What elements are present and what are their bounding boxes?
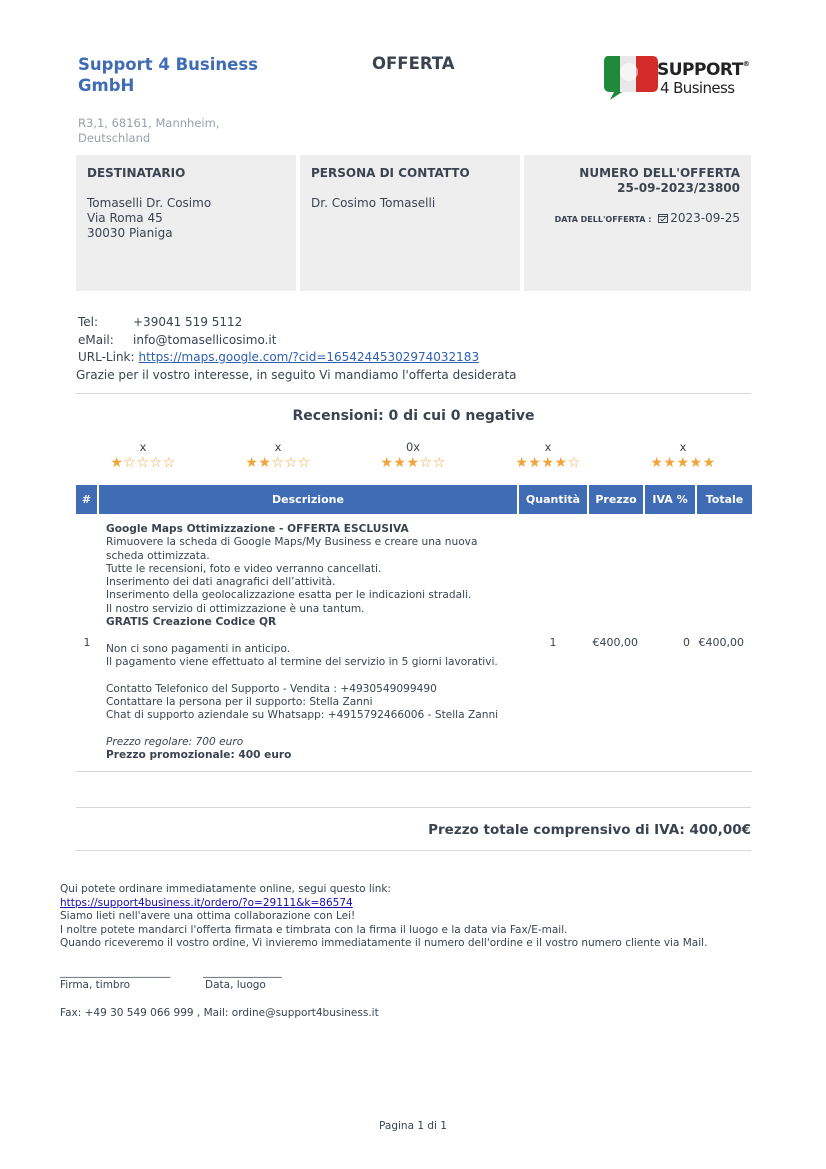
order-text: I noltre potete mandarci l'offerta firmata e timbrata con la firma il luogo e la data via Fax/E-mail. [60, 923, 568, 936]
review-group-4-star [503, 440, 593, 472]
item-line: Rimuovere la scheda di Google Maps/My Business e creare una nuova scheda ottimizzata. [106, 536, 478, 562]
offer-box [524, 155, 751, 291]
grand-total: Prezzo totale comprensivo di IVA: 400,00€ [428, 822, 751, 838]
company-name: Support 4 Business GmbH [78, 55, 258, 95]
star-rating-icon: ★★★★★ [650, 455, 716, 471]
star-rating-icon: ★★☆☆☆ [245, 455, 311, 471]
company-address: R3,1, 68161, Mannheim, Deutschland [78, 116, 220, 145]
col-number: # [76, 485, 98, 514]
page-number: Pagina 1 di 1 [379, 1120, 447, 1132]
order-link[interactable]: https://support4business.it/ordero/?o=29111&k=86574 [60, 896, 353, 909]
col-vat: IVA % [644, 485, 696, 514]
item-line: Tutte le recensioni, foto e video verranno cancellati. [106, 562, 382, 575]
col-price: Prezzo [588, 485, 644, 514]
item-title: Google Maps Ottimizzazione - OFFERTA ESCLUSIVA [106, 523, 409, 535]
support-line: Chat di supporto aziendale su Whatsapp: +4915792466006 - Stella Zanni [106, 709, 499, 722]
support-line: Contatto Telefonico del Supporto - Vendita : +4930549099490 [106, 682, 437, 695]
item-bonus: GRATIS Creazione Codice QR [106, 616, 277, 629]
row-total: €400,00 [696, 514, 752, 772]
logo-text-4business: 4 Business [660, 79, 735, 97]
row-price: €400,00 [588, 514, 644, 772]
recipient-box [76, 155, 296, 291]
payment-line: Il pagamento viene effettuato al termine del servizio in 5 giorni lavorativi. [106, 655, 498, 668]
company-logo [600, 52, 750, 102]
contact-person-box [300, 155, 520, 291]
row-number: 1 [76, 514, 98, 772]
document-title: OFFERTA [372, 54, 455, 73]
item-line: Inserimento dei dati anagrafici dell’attività. [106, 576, 336, 589]
thanks-text: Grazie per il vostro interesse, in seguito Vi mandiamo l'offerta desiderata [76, 368, 517, 382]
offer-number: 25-09-2023/23800 [617, 181, 740, 195]
date-place-field [203, 966, 282, 992]
logo-text-support: SUPPORT® [657, 60, 750, 80]
tel-label: Tel: [78, 315, 99, 329]
date-line: _______________ [203, 966, 282, 978]
fax-mail-info: Fax: +49 30 549 066 999 , Mail: ordine@support4business.it [60, 1007, 379, 1019]
review-count: x [679, 440, 687, 454]
review-count: x [274, 440, 282, 454]
row-description [98, 514, 518, 772]
email-value: info@tomasellicosimo.it [133, 332, 277, 347]
maps-url-link[interactable]: https://maps.google.com/?cid=16542445302974032183 [138, 350, 480, 364]
offer-heading [579, 166, 740, 196]
email-label: eMail: [78, 332, 114, 347]
url-label: URL-Link: [78, 350, 135, 364]
review-count: 0x [405, 440, 421, 454]
review-count: x [139, 440, 147, 454]
divider [76, 850, 751, 851]
tel-value: +39041 519 5112 [133, 315, 243, 329]
regular-price: Prezzo regolare: 700 euro [106, 735, 244, 748]
contact-person-name: Dr. Cosimo Tomaselli [311, 196, 436, 210]
review-group-3-star [368, 440, 458, 472]
contact-person-heading: PERSONA DI CONTATTO [311, 166, 470, 180]
promo-price: Prezzo promozionale: 400 euro [106, 749, 292, 762]
star-rating-icon: ★★★☆☆ [380, 455, 446, 471]
row-quantity: 1 [518, 514, 588, 772]
divider [76, 807, 751, 808]
star-rating-icon: ★☆☆☆☆ [110, 455, 176, 471]
review-group-5-star [638, 440, 728, 472]
signature-label: Firma, timbro [60, 979, 131, 991]
order-intro: Qui potete ordinare immediatamente online, segui questo link: [60, 883, 391, 895]
offer-date-value: 2023-09-25 [670, 211, 740, 225]
table-row [76, 514, 752, 772]
reviews-title: Recensioni: 0 di cui 0 negative [292, 408, 535, 424]
review-group-2-star [233, 440, 323, 472]
review-group-1-star [98, 440, 188, 472]
recipient-name: Tomaselli Dr. Cosimo [87, 196, 212, 210]
col-total: Totale [696, 485, 752, 514]
signature-line: _____________________ [60, 966, 171, 978]
item-line: Inserimento della geolocalizzazione esatta per le indicazioni stradali. [106, 589, 472, 602]
contact-details [78, 314, 479, 367]
support-line: Contattare la persona per il supporto: Stella Zanni [106, 695, 373, 708]
order-text: Quando riceveremo il vostro ordine, Vi invieremo immediatamente il numero dell'ordine e il vostro numero cliente via Mail. [60, 937, 708, 949]
recipient-street: Via Roma 45 [87, 211, 163, 225]
speech-bubble-flag-icon [600, 52, 662, 102]
divider [76, 393, 751, 394]
offer-number-label: NUMERO DELL'OFFERTA [579, 166, 740, 180]
offer-date [555, 211, 740, 225]
offer-date-label: DATA DELL'OFFERTA : [554, 215, 652, 224]
payment-line: Non ci sono pagamenti in anticipo. [106, 642, 291, 655]
signature-field [60, 966, 170, 992]
items-table [76, 485, 752, 772]
review-count: x [544, 440, 552, 454]
order-section [60, 883, 707, 951]
recipient-city: 30030 Pianiga [87, 226, 173, 240]
recipient-address [87, 196, 211, 241]
order-text: Siamo lieti nell'avere una ottima collaborazione con Lei! [60, 910, 356, 922]
star-rating-icon: ★★★★☆ [515, 455, 581, 471]
table-header-row [76, 485, 752, 514]
col-description: Descrizione [98, 485, 518, 514]
item-line: Il nostro servizio di ottimizzazione è una tantum. [106, 602, 365, 615]
date-label: Data, luogo [205, 979, 266, 991]
recipient-heading: DESTINATARIO [87, 166, 186, 180]
calendar-check-icon [658, 213, 668, 223]
row-vat: 0 [644, 514, 696, 772]
col-quantity: Quantità [518, 485, 588, 514]
